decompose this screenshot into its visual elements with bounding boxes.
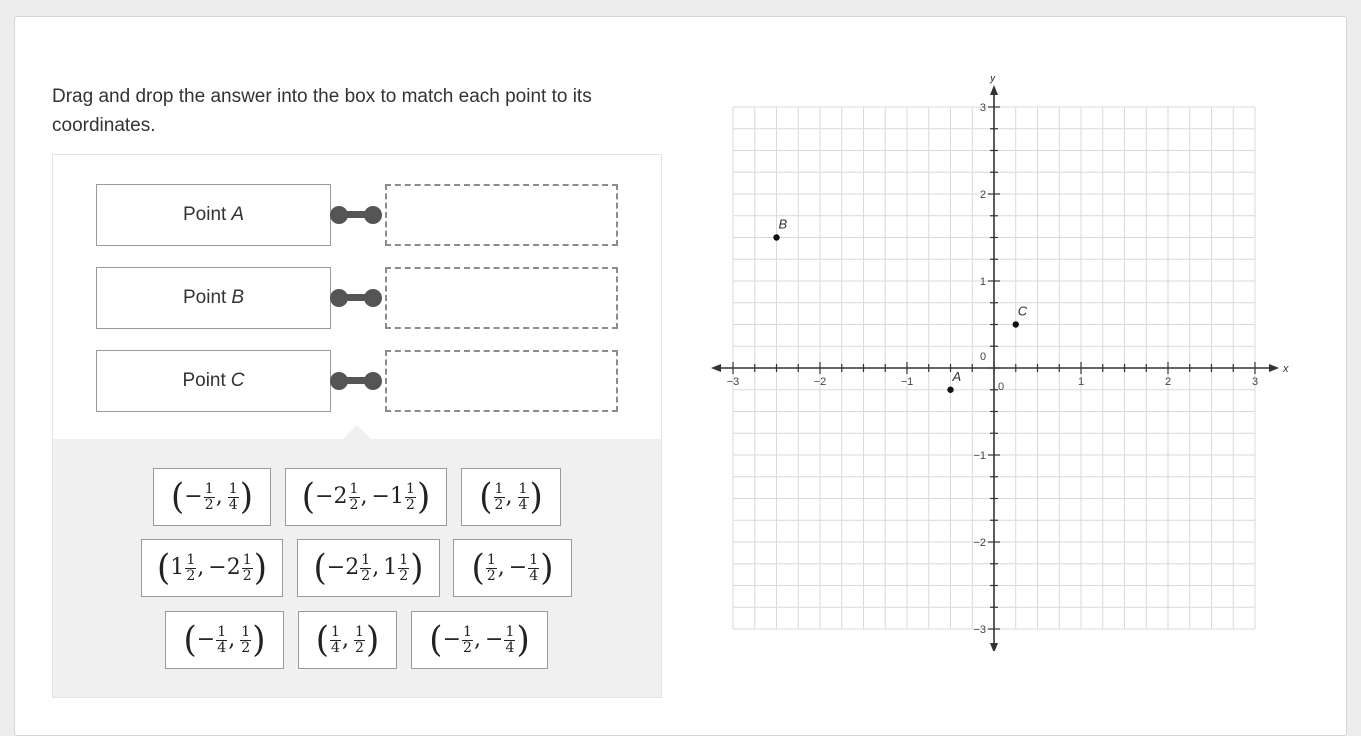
whole-number: 1 xyxy=(389,484,404,509)
fraction xyxy=(360,553,371,584)
denominator: 2 xyxy=(486,567,496,584)
denominator: 2 xyxy=(355,639,364,656)
point-variable: B xyxy=(231,287,244,308)
x-tick-label: 2 xyxy=(1164,376,1172,388)
numerator: 1 xyxy=(494,480,504,497)
left-paren: ( xyxy=(313,547,327,589)
point-c-label: C xyxy=(1017,303,1028,319)
comma: , xyxy=(360,484,368,509)
y-tick-label: −3 xyxy=(973,624,986,636)
numerator: 1 xyxy=(355,623,364,640)
point-a-marker xyxy=(947,387,953,393)
denominator: 2 xyxy=(399,567,409,584)
coordinate-pair xyxy=(429,619,530,661)
fraction xyxy=(494,482,505,513)
tray-pointer xyxy=(343,425,371,439)
answer-tile[interactable] xyxy=(153,468,271,526)
numerator: 1 xyxy=(217,623,227,640)
numerator: 1 xyxy=(228,480,238,497)
right-paren: ) xyxy=(416,476,431,518)
point-c-label xyxy=(96,350,331,412)
minus-sign: − xyxy=(196,627,216,652)
denominator: 4 xyxy=(505,639,515,656)
fraction xyxy=(504,625,515,656)
left-paren: ( xyxy=(429,619,443,661)
denominator: 2 xyxy=(349,496,359,513)
coordinate-pair xyxy=(471,547,554,589)
minus-sign: − xyxy=(184,484,203,509)
comma: , xyxy=(474,627,481,652)
fraction xyxy=(330,625,341,656)
connector-icon xyxy=(330,206,382,224)
coordinate-graph xyxy=(700,76,1305,651)
numerator: 1 xyxy=(518,480,528,497)
point-word: Point xyxy=(183,204,227,225)
whole-number: 1 xyxy=(170,555,185,580)
point-b-marker xyxy=(773,234,779,240)
x-axis-arrow-right xyxy=(1269,364,1279,372)
numerator: 1 xyxy=(204,480,214,497)
fraction xyxy=(185,553,196,584)
origin-label: 0 xyxy=(980,351,987,363)
point-word: Point xyxy=(182,370,226,391)
coordinate-pair xyxy=(313,547,424,589)
fraction xyxy=(240,625,251,656)
question-prompt: Drag and drop the answer into the box to match each point to its coordinates. xyxy=(52,86,592,136)
y-axis-arrow-up xyxy=(990,85,998,95)
point-variable: A xyxy=(231,204,244,225)
point-a-label xyxy=(96,184,331,246)
point-b-label xyxy=(96,267,331,329)
left-paren: ( xyxy=(471,547,485,589)
left-paren: ( xyxy=(183,619,197,661)
numerator: 1 xyxy=(349,480,359,497)
whole-number: 1 xyxy=(383,555,398,580)
right-paren: ) xyxy=(239,476,253,518)
point-c-marker xyxy=(1013,321,1019,327)
denominator: 2 xyxy=(361,567,371,584)
comma: , xyxy=(197,555,205,580)
fraction xyxy=(228,482,239,513)
right-paren: ) xyxy=(252,619,266,661)
x-axis-arrow-left xyxy=(711,364,721,372)
y-axis-label: y xyxy=(990,76,996,84)
answer-tile[interactable] xyxy=(461,468,561,526)
coordinate-pair xyxy=(157,547,267,589)
denominator: 2 xyxy=(241,639,251,656)
whole-number: 2 xyxy=(333,484,348,509)
denominator: 4 xyxy=(217,639,227,656)
left-paren: ( xyxy=(479,476,493,518)
fraction xyxy=(398,553,409,584)
y-tick-label: 3 xyxy=(979,102,986,114)
numerator: 1 xyxy=(405,480,415,497)
point-a-label: A xyxy=(952,368,962,384)
fraction xyxy=(462,625,473,656)
fraction xyxy=(204,482,215,513)
comma: , xyxy=(372,555,380,580)
denominator: 4 xyxy=(228,496,238,513)
minus-sign: − xyxy=(508,555,528,580)
x-tick-label: 3 xyxy=(1251,376,1259,388)
denominator: 2 xyxy=(494,496,504,513)
right-paren: ) xyxy=(516,619,530,661)
connector-icon xyxy=(330,289,382,307)
right-paren: ) xyxy=(540,547,554,589)
fraction xyxy=(518,482,529,513)
denominator: 2 xyxy=(405,496,415,513)
fraction xyxy=(405,482,416,513)
x-tick-label: 1 xyxy=(1077,376,1085,388)
coordinate-pair xyxy=(479,476,543,518)
drop-zone-point-a[interactable] xyxy=(385,184,618,246)
y-tick-label: 2 xyxy=(979,189,986,201)
connector-icon xyxy=(330,372,382,390)
answer-tile[interactable] xyxy=(165,611,284,669)
numerator: 1 xyxy=(331,623,340,640)
minus-sign: − xyxy=(442,627,461,652)
numerator: 1 xyxy=(463,623,472,640)
coordinate-pair xyxy=(315,619,380,661)
left-paren: ( xyxy=(315,619,329,661)
comma: , xyxy=(228,627,236,652)
numerator: 1 xyxy=(186,551,196,568)
minus-sign: − xyxy=(208,555,227,580)
minus-sign: − xyxy=(371,484,390,509)
x-tick-label: −1 xyxy=(900,376,914,388)
x-axis-label: x xyxy=(1283,363,1289,375)
right-paren: ) xyxy=(529,476,543,518)
fraction xyxy=(528,553,539,584)
comma: , xyxy=(215,484,223,509)
y-axis-arrow-down xyxy=(990,643,998,651)
numerator: 1 xyxy=(486,551,496,568)
answer-tile[interactable] xyxy=(453,539,572,597)
numerator: 1 xyxy=(242,551,252,568)
coordinate-pair xyxy=(301,476,431,518)
comma: , xyxy=(342,627,349,652)
point-word: Point xyxy=(183,287,227,308)
left-paren: ( xyxy=(157,547,171,589)
right-paren: ) xyxy=(366,619,380,661)
coordinate-pair xyxy=(183,619,266,661)
denominator: 4 xyxy=(529,567,539,584)
denominator: 4 xyxy=(331,639,340,656)
denominator: 2 xyxy=(204,496,214,513)
numerator: 1 xyxy=(505,623,515,640)
denominator: 2 xyxy=(186,567,196,584)
y-tick-label: −1 xyxy=(973,450,986,462)
x-tick-label: 0 xyxy=(998,381,1005,393)
match-row-b xyxy=(96,267,620,329)
answer-tile[interactable] xyxy=(285,468,447,526)
whole-number: 2 xyxy=(345,555,360,580)
comma: , xyxy=(497,555,505,580)
right-paren: ) xyxy=(253,547,267,589)
answer-tile[interactable] xyxy=(298,611,397,669)
comma: , xyxy=(505,484,513,509)
denominator: 2 xyxy=(242,567,252,584)
match-row-c xyxy=(96,350,620,412)
minus-sign: − xyxy=(315,484,334,509)
denominator: 4 xyxy=(518,496,528,513)
fraction xyxy=(349,482,360,513)
y-tick-label: −2 xyxy=(973,537,986,549)
whole-number: 2 xyxy=(226,555,241,580)
numerator: 1 xyxy=(361,551,371,568)
drop-zone-point-b[interactable] xyxy=(385,267,618,329)
left-paren: ( xyxy=(171,476,185,518)
y-tick-label: 1 xyxy=(979,276,986,288)
fraction xyxy=(242,553,253,584)
x-tick-label: −2 xyxy=(813,376,827,388)
left-paren: ( xyxy=(301,476,316,518)
answer-tile[interactable] xyxy=(411,611,548,669)
point-variable: C xyxy=(230,370,245,391)
minus-sign: − xyxy=(326,555,346,580)
answer-tile[interactable] xyxy=(141,539,283,597)
fraction xyxy=(216,625,227,656)
answer-tile[interactable] xyxy=(297,539,440,597)
point-b-label: B xyxy=(778,216,788,232)
match-row-a xyxy=(96,184,620,246)
fraction xyxy=(486,553,497,584)
minus-sign: − xyxy=(485,627,504,652)
right-paren: ) xyxy=(410,547,424,589)
coordinate-pair xyxy=(171,476,253,518)
drop-zone-point-c[interactable] xyxy=(385,350,618,412)
numerator: 1 xyxy=(399,551,409,568)
numerator: 1 xyxy=(529,551,539,568)
numerator: 1 xyxy=(241,623,251,640)
fraction xyxy=(354,625,365,656)
x-tick-label: −3 xyxy=(726,376,740,388)
denominator: 2 xyxy=(463,639,472,656)
